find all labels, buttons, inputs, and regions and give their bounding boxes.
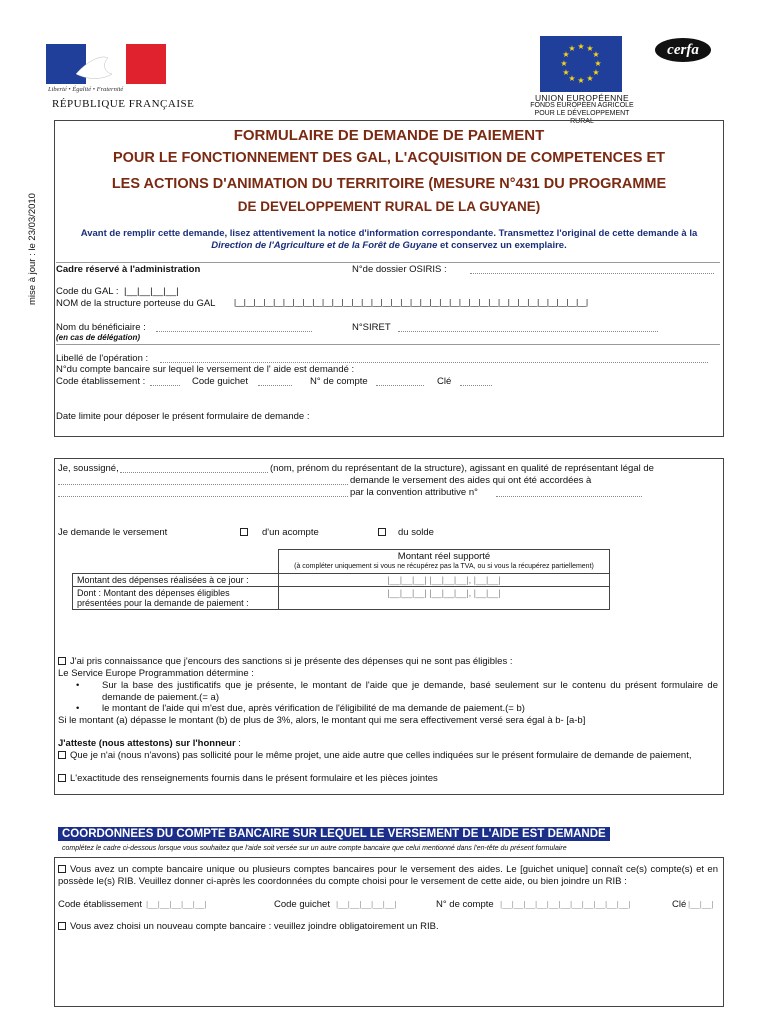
svg-text:★: ★ <box>586 44 594 53</box>
service-text: Le Service Europe Programmation détermine : <box>58 668 254 679</box>
sanctions-text: J'ai pris connaissance que j'encours des sanctions si je présente des dépenses qui ne sont pas éligibles : <box>70 656 513 667</box>
acompte-checkbox[interactable] <box>240 528 248 536</box>
bank-section-title: COORDONNEES DU COMPTE BANCAIRE SUR LEQUEL LE VERSEMENT DE L'AIDE EST DEMANDE <box>58 827 610 841</box>
bank-cle-field[interactable]: |__|__| <box>688 899 714 909</box>
admin-cadre-label: Cadre réservé à l'administration <box>56 264 201 275</box>
svg-text:★: ★ <box>560 59 568 68</box>
atteste2-checkbox[interactable] <box>58 774 66 782</box>
bullet-dot: • <box>76 680 80 691</box>
bank-option2-checkbox[interactable] <box>58 922 66 930</box>
convention-text: par la convention attributive n° <box>350 487 478 498</box>
atteste1-text: Que je n'ai (nous n'avons) pas sollicité pour le même projet, une aide autre que celles indiquées sur le présent formulaire de demande de paiement, <box>70 750 692 761</box>
eu-flag-logo <box>540 36 622 92</box>
bank-option1[interactable] <box>58 864 718 887</box>
table-empty-cell <box>73 550 279 574</box>
row2-label: Dont : Montant des dépenses éligibles présentées pour la demande de paiement : <box>73 587 279 610</box>
atteste-heading <box>58 738 718 750</box>
intro-text <box>64 228 714 252</box>
bank-section-subtitle: complétez le cadre ci-dessous lorsque vous souhaitez que l'aide soit versée sur un autre compte bancaire que celui mentionné dans l'en-tête du présent formulaire <box>62 845 567 852</box>
sanctions-option[interactable] <box>58 656 718 668</box>
title-line4: DE DEVELOPPEMENT RURAL DE LA GUYANE) <box>237 199 541 214</box>
svg-text:★: ★ <box>568 44 576 53</box>
cle-label: Clé <box>437 376 452 387</box>
intro-part3: et conservez un exemplaire. <box>437 240 567 251</box>
nom-structure-field[interactable]: |__|__|__|__|__|__|__|__|__|__|__|__|__|__|__|__|__|__|__|__|__|__|__|__|__|__|__|__|__|__|__|__|__|__|__|__| <box>234 298 588 307</box>
beneficiaire-field[interactable] <box>156 322 312 332</box>
svg-text:★: ★ <box>562 50 570 59</box>
svg-text:★: ★ <box>562 68 570 77</box>
acompte-option[interactable] <box>240 527 319 538</box>
code-guichet-label: Code guichet <box>192 376 248 387</box>
convention-field[interactable] <box>496 487 642 497</box>
libelle-field[interactable] <box>160 353 708 363</box>
cerfa-logo: cerfa <box>655 38 711 62</box>
nom-structure-label: NOM de la structure porteuse du GAL <box>56 298 216 309</box>
intro-part1: Avant de remplir cette demande, lisez attentivement la notice d'information correspondante. Transmettez l'original de cette demande à la <box>80 228 698 239</box>
montant-header: Montant réel supporté <box>397 551 491 562</box>
eu-line3: POUR LE DÉVELOPPEMENT RURAL <box>534 110 630 125</box>
bank-cle-label: Clé <box>672 899 687 910</box>
update-date: mise à jour : le 23/03/2010 <box>27 193 38 305</box>
bullet1-text: Sur la base des justificatifs que je présente, le montant de l'aide que je demande, basé seulement sur le contenu du présent formulaire de demande de paiement.(= a) <box>102 680 718 703</box>
header-box <box>54 120 724 437</box>
code-guichet-field[interactable] <box>258 376 292 386</box>
je-soussigne-label: Je, soussigné, <box>58 463 119 474</box>
code-etab-field[interactable] <box>150 376 180 386</box>
num-compte-label: N° de compte <box>310 376 368 387</box>
rf-motto: Liberté • Égalité • Fraternité <box>48 86 124 93</box>
bullet-dot: • <box>76 703 80 714</box>
title-line1: FORMULAIRE DE DEMANDE DE PAIEMENT <box>233 127 545 144</box>
svg-text:★: ★ <box>592 50 600 59</box>
si-montant-text: Si le montant (a) dépasse le montant (b) de plus de 3%, alors, le montant qui me sera effectivement versé sera égal à b- [a-b] <box>58 715 586 726</box>
atteste2-text: L'exactitude des renseignements fournis dans le présent formulaire et les pièces jointes <box>70 773 438 784</box>
code-etab-label: Code établissement : <box>56 376 146 387</box>
bank-option1-text: Vous avez un compte bancaire unique ou plusieurs comptes bancaires pour le versement des aides. Le [guichet unique] connaît ce(s) compte(s) et en possède le(s) RIB. Veuillez donner ci-après les coordonnées du compte choisi pour le versement de cette aide, ou bien joindre un RIB : <box>58 864 718 887</box>
divider <box>56 262 720 263</box>
bank-code-etab-field[interactable]: |__|__|__|__|__| <box>146 899 207 909</box>
bullet2 <box>78 703 718 715</box>
bank-code-guichet-label: Code guichet <box>274 899 330 910</box>
compte-label: N°du compte bancaire sur lequel le versement de l' aide est demandé : <box>56 364 355 375</box>
bank-option2-text: Vous avez choisi un nouveau compte bancaire : veuillez joindre obligatoirement un RIB. <box>70 921 439 932</box>
bank-num-compte-field[interactable]: |__|__|__|__|__|__|__|__|__|__|__| <box>500 899 631 909</box>
eu-line2: FONDS EUROPÉEN AGRICOLE <box>530 102 634 109</box>
montant-table <box>72 549 610 610</box>
structure-field[interactable] <box>58 475 348 485</box>
je-demande-label: Je demande le versement <box>58 527 168 538</box>
atteste1-checkbox[interactable] <box>58 751 66 759</box>
libelle-label: Libellé de l'opération : <box>56 353 149 364</box>
solde-label: du solde <box>398 527 434 538</box>
divider <box>56 344 720 345</box>
code-gal-label: Code du GAL : <box>56 286 119 297</box>
bullet2-text: le montant de l'aide qui m'est due, après vérification de l'éligibilité de ma demande de paiement.(= b) <box>102 703 525 714</box>
bank-code-etab-label: Code établissement <box>58 899 142 910</box>
bank-num-compte-label: N° de compte <box>436 899 494 910</box>
rf-name: RÉPUBLIQUE FRANÇAISE <box>52 98 195 110</box>
cle-field[interactable] <box>460 376 492 386</box>
bullet1 <box>78 680 718 703</box>
num-compte-field[interactable] <box>376 376 424 386</box>
row1-value[interactable]: |__|__|__| |__|__|__|, |__|__| <box>279 574 610 587</box>
solde-option[interactable] <box>378 527 434 538</box>
montant-note: (à compléter uniquement si vous ne récupérez pas la TVA, ou si vous la récupérez partiellement) <box>294 563 594 570</box>
dossier-label: N°de dossier OSIRIS : <box>352 264 447 275</box>
svg-text:★: ★ <box>594 59 602 68</box>
acompte-label: d'un acompte <box>262 527 319 538</box>
atteste1-option[interactable] <box>58 750 718 762</box>
atteste2-option[interactable] <box>58 773 718 785</box>
bank-option2[interactable] <box>58 921 718 933</box>
title-line2: POUR LE FONCTIONNEMENT DES GAL, L'ACQUISITION DE COMPETENCES ET <box>112 150 666 166</box>
beneficiaire2-field[interactable] <box>58 487 348 497</box>
bank-code-guichet-field[interactable]: |__|__|__|__|__| <box>336 899 397 909</box>
sanctions-checkbox[interactable] <box>58 657 66 665</box>
svg-text:★: ★ <box>577 76 585 85</box>
dossier-field[interactable] <box>470 264 714 274</box>
solde-checkbox[interactable] <box>378 528 386 536</box>
marianne-logo <box>46 44 166 84</box>
delegation-note: (en cas de délégation) <box>56 333 141 342</box>
svg-text:★: ★ <box>568 74 576 83</box>
atteste-colon: : <box>235 738 241 749</box>
eu-line1: UNION EUROPÉENNE <box>534 93 630 103</box>
svg-text:★: ★ <box>577 42 585 51</box>
intro-part2: Direction de l'Agriculture et de la Forêt de Guyane <box>211 240 438 251</box>
representant-field[interactable] <box>120 463 268 473</box>
svg-text:★: ★ <box>592 68 600 77</box>
atteste-title: J'atteste (nous attestons) sur l'honneur <box>58 738 236 749</box>
row2-value[interactable]: |__|__|__| |__|__|__|, |__|__| <box>279 587 610 610</box>
siret-label: N°SIRET <box>352 322 391 333</box>
siret-field[interactable] <box>398 322 658 332</box>
code-gal-field[interactable]: |__|__|__|__| <box>124 286 179 297</box>
beneficiaire-label: Nom du bénéficiaire : <box>56 322 146 333</box>
title-line3: LES ACTIONS D'ANIMATION DU TERRITOIRE (MESURE N°431 DU PROGRAMME <box>111 176 667 192</box>
nom-prenom-text: (nom, prénom du représentant de la structure), agissant en qualité de représentant légal de <box>270 463 654 474</box>
bank-option1-checkbox[interactable] <box>58 865 66 873</box>
row1-label: Montant des dépenses réalisées à ce jour : <box>73 574 279 587</box>
montant-header-cell <box>279 550 610 574</box>
date-limite-label: Date limite pour déposer le présent formulaire de demande : <box>56 411 310 422</box>
demande-versement-text: demande le versement des aides qui ont été accordées à <box>350 475 592 486</box>
svg-text:★: ★ <box>586 74 594 83</box>
